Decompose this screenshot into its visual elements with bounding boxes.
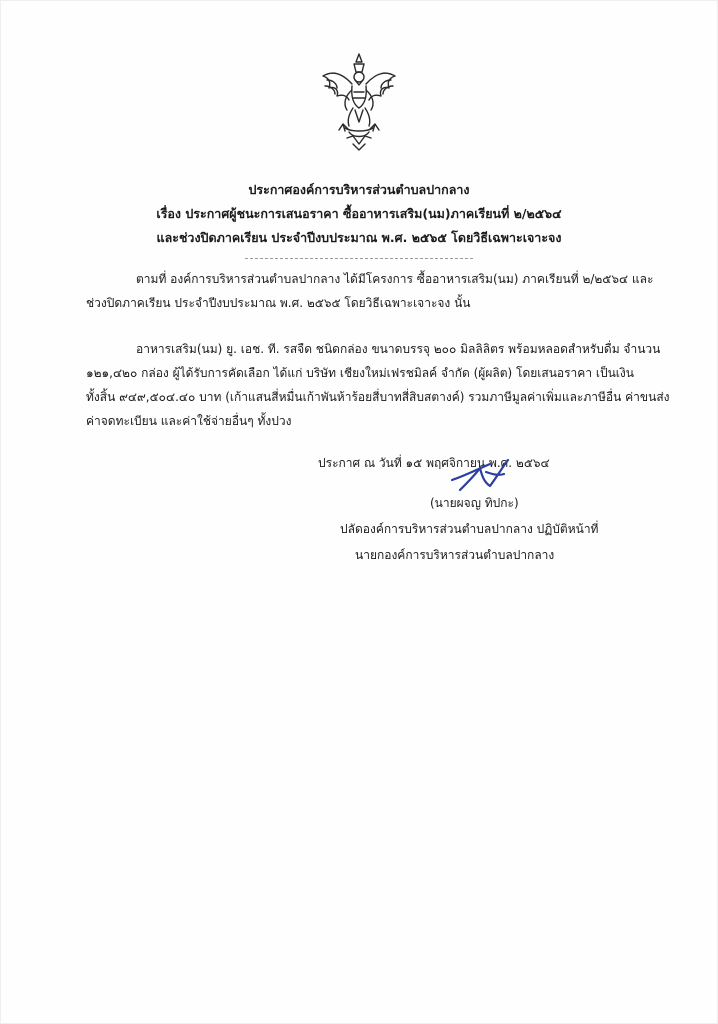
paragraph2-line3: ทั้งสิ้น ๙๔๙,๕๐๔.๔๐ บาท (เก้าแสนสี่หมื่นเก้าพันห้าร้อยสี่บาทสี่สิบสตางค์) รวมภาษีมูลค่าเพิ่มและภาษีอื่น ค่าขนส่ง [86,390,670,404]
announcement-subject-line2: และช่วงปิดภาคเรียน ประจำปีงบประมาณ พ.ศ. ๒๕๖๕ โดยวิธีเฉพาะเจาะจง [156,230,562,245]
signer-title-mayor: นายกองค์การบริหารส่วนตำบลปากลาง [355,548,555,562]
signer-title-acting: ปลัดองค์การบริหารส่วนตำบลปากลาง ปฏิบัติหน้าที่ [340,522,599,536]
signer-name: (นายผจญ ทิปกะ) [430,496,519,510]
paragraph2-line1: อาหารเสริม(นม) ยู. เอช. ที. รสจืด ชนิดกล่อง ขนาดบรรจุ ๒๐๐ มิลลิลิตร พร้อมหลอดสำหรับดื่ม จำนวน [136,342,661,356]
paragraph1-line2: ช่วงปิดภาคเรียน ประจำปีงบประมาณ พ.ศ. ๒๕๖๕ โดยวิธีเฉพาะเจาะจง นั้น [86,296,471,310]
announcement-title: ประกาศองค์การบริหารส่วนตำบลปากลาง [248,182,470,197]
announce-date: ประกาศ ณ วันที่ ๑๕ พฤศจิกายน พ.ศ. ๒๕๖๔ [318,456,550,470]
paragraph2-line4: ค่าจดทะเบียน และค่าใช้จ่ายอื่นๆ ทั้งปวง [86,414,292,428]
announcement-subject-line1: เรื่อง ประกาศผู้ชนะการเสนอราคา ซื้ออาหารเสริม(นม)ภาคเรียนที่ ๒/๒๕๖๔ [156,206,562,221]
heading-divider [245,258,473,259]
garuda-emblem-icon [319,52,399,152]
handwritten-signature [446,454,516,496]
paragraph1-line1: ตามที่ องค์การบริหารส่วนตำบลปากลาง ได้มีโครงการ ซื้ออาหารเสริม(นม) ภาคเรียนที่ ๒/๒๕๖๔ และ [136,272,654,286]
paragraph2-line2: ๑๒๑,๔๒๐ กล่อง ผู้ได้รับการคัดเลือก ได้แก่ บริษัท เชียงใหม่เฟรชมิลค์ จำกัด (ผู้ผลิต) โดยเสนอราคา เป็นเงิน [86,366,634,380]
